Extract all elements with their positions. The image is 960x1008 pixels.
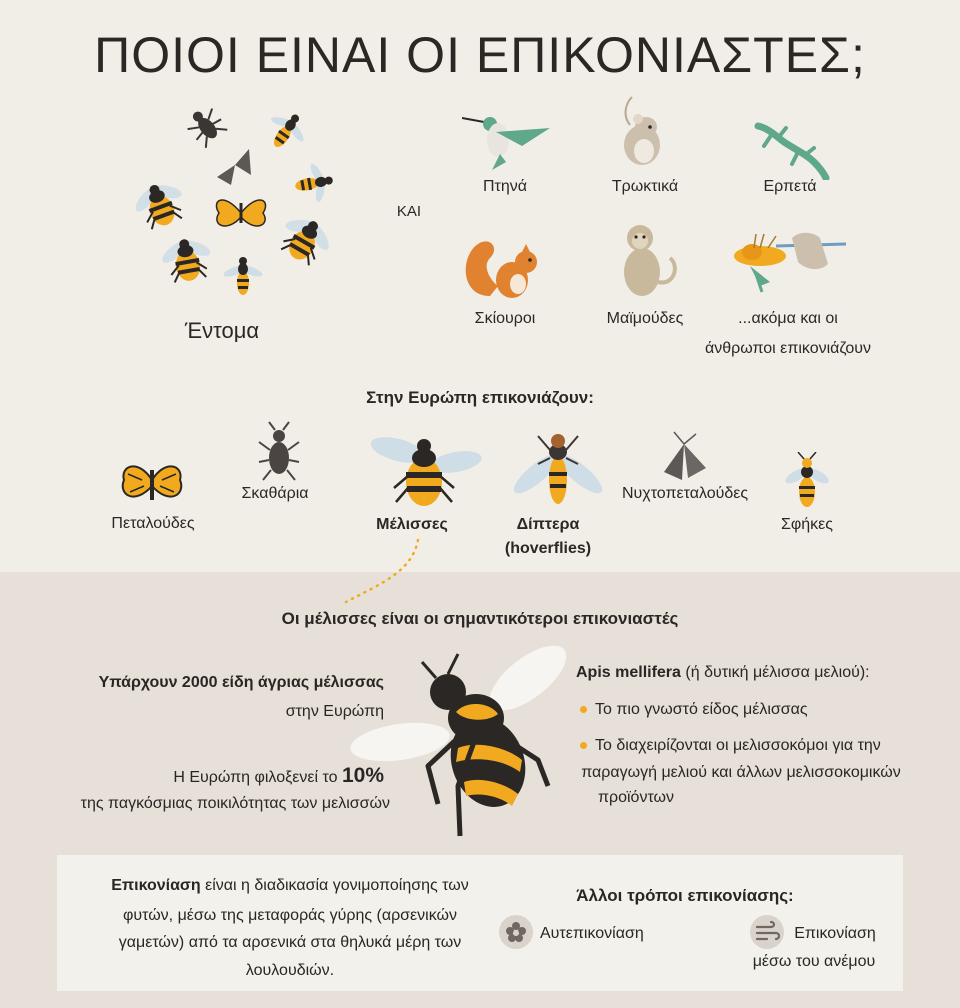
insects-cluster-illustration [105,95,355,310]
apis-bullet-1-text: Το πιο γνωστό είδος μέλισσας [595,701,808,718]
other-ways-heading: Άλλοι τρόποι επικονίασης: [576,886,794,905]
definition-line1-rest: είναι η διαδικασία γονιμοποίησης των [200,877,469,894]
bullet-dot-icon [580,742,587,749]
apis-description: (ή δυτική μέλισσα μελιού): [685,664,870,681]
and-connector: ΚΑΙ [396,203,422,220]
definition-line3: γαμετών) από τα αρσενικά στα θηλυκά μέρη των [118,934,462,951]
monkey-illustration [610,222,684,304]
butterfly-icon [118,458,186,512]
large-bee-illustration [348,636,574,840]
lizard-illustration [752,118,830,180]
rodent-illustration [612,95,672,175]
reptiles-label: Ερπετά [763,178,817,195]
apis-bullet-2-line1: Το διαχειρίζονται οι μελισσοκόμοι για την [595,737,881,754]
definition-term: Επικονίαση [111,877,201,894]
apis-heading [576,664,906,682]
humans-label-line1: ...ακόμα και οι [738,310,838,327]
beetles-label: Σκαθάρια [241,485,309,502]
hoverfly-icon [508,424,608,516]
apis-bullet-2-line2: παραγωγή μελιού και άλλων μελισσοκομικών [581,764,901,781]
self-pollination-label: Αυτεπικονίαση [540,925,644,942]
bee-icon [368,428,484,514]
insects-label: Έντομα [184,318,260,343]
europe-heading: Στην Ευρώπη επικονιάζουν: [366,388,594,407]
diptera-label-line1: Δίπτερα [516,516,580,533]
diversity-text-pre: Η Ευρώπη φιλοξενεί το [173,769,338,786]
bees-label: Μέλισσες [376,516,448,533]
wasp-icon [784,452,830,514]
bullet-dot-icon [580,706,587,713]
hand-pollinating-flower-illustration [730,226,850,296]
wasps-label: Σφήκες [780,516,833,533]
page-title: ΠΟΙΟΙ ΕΙΝΑΙ ΟΙ ΕΠΙΚΟΝΙΑΣΤΕΣ; [94,27,866,83]
monkeys-label: Μαϊμούδες [606,310,684,327]
moth-icon [660,430,710,482]
apis-bullet-2-line3: προϊόντων [597,789,675,806]
apis-name: Apis mellifera [576,664,681,681]
moths-label: Νυχτοπεταλούδες [622,485,749,502]
birds-label: Πτηνά [482,178,528,195]
diversity-percentage: 10% [341,764,384,787]
wind-pollination-label-line1: Επικονίαση [794,925,876,942]
wild-bee-species-text: Υπάρχουν 2000 είδη άγριας μέλισσας [98,674,384,691]
squirrel-illustration [460,236,546,304]
diptera-label-line2: (hoverflies) [504,540,592,557]
definition-line4: λουλουδιών. [245,962,335,979]
apis-bullet-1 [580,701,910,719]
diversity-text [110,764,384,788]
dotted-connector [340,536,430,606]
wind-pollination-label-line2: μέσω του ανέμου [752,953,876,970]
butterflies-label: Πεταλούδες [111,515,195,532]
bees-section-heading: Οι μέλισσες είναι οι σημαντικότεροι επικονιαστές [281,609,679,628]
apis-bullet-2 [580,737,920,755]
humans-label-line2: άνθρωποι επικονιάζουν [704,340,872,357]
wind-icon [750,915,784,949]
flower-icon [499,915,533,949]
hummingbird-illustration [462,110,554,172]
diversity-text-rest: της παγκόσμιας ποικιλότητας των μελισσών [80,795,390,812]
definition-line1 [80,877,500,895]
wild-bee-species-location: στην Ευρώπη [285,703,384,720]
squirrels-label: Σκίουροι [474,310,536,327]
definition-line2: φυτών, μέσω της μεταφοράς γύρης (αρσενικών [122,907,458,924]
beetle-icon [257,420,301,482]
rodents-label: Τρωκτικά [611,178,679,195]
